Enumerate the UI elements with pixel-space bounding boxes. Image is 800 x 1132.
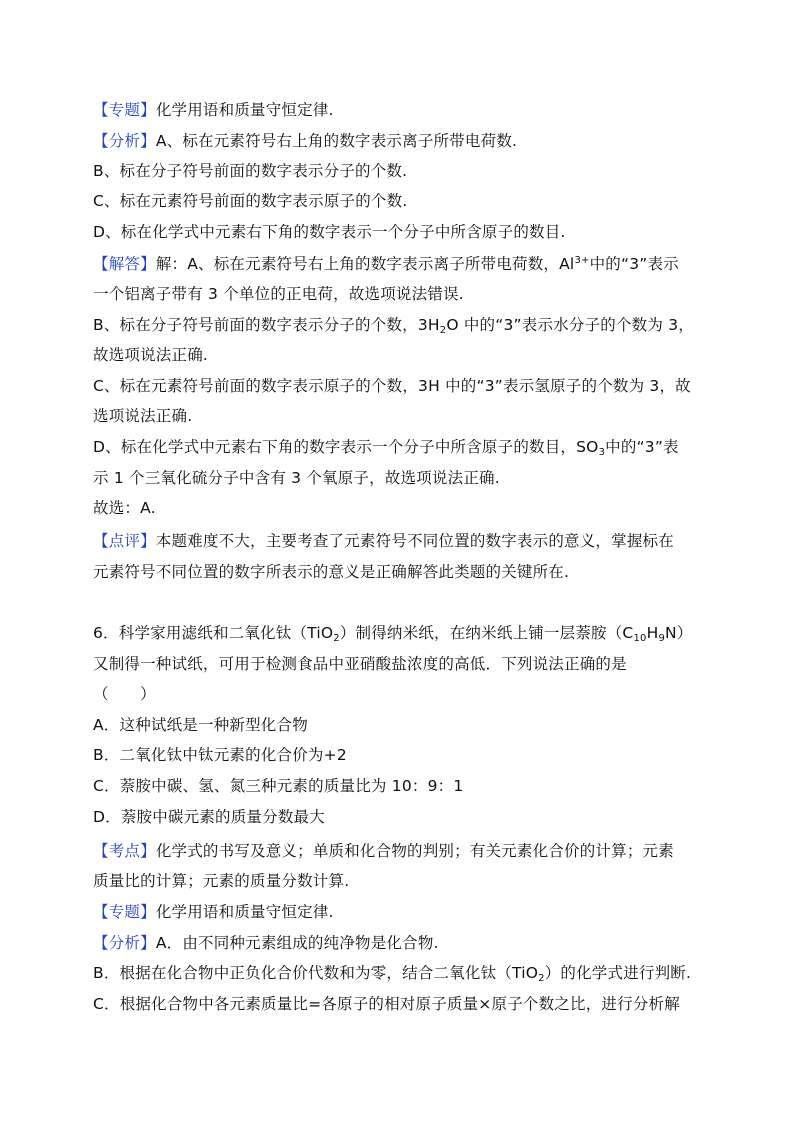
topic-tag: 【专题】 [93, 101, 156, 119]
keypoint-text: 化学式的书写及意义；单质和化合物的判别；有关元素化合价的计算；元素 [155, 842, 674, 860]
answer-line [93, 253, 679, 275]
topic-text: 化学用语和质量守恒定律. [155, 101, 334, 119]
question6-line2: 又制得一种试纸，可用于检测食品中亚硝酸盐浓度的高低．下列说法正确的是 [93, 655, 627, 673]
answer-d-post: 中的“3”表 [605, 438, 679, 456]
analysis-d: D、标在化学式中元素右下角的数字表示一个分子中所含原子的数目. [93, 223, 566, 241]
analysis-text: A、标在元素符号右上角的数字表示离子所带电荷数. [155, 132, 518, 150]
q6-l1-pre: 6．科学家用滤纸和二氧化钛（TiO [93, 624, 334, 642]
answer-d-line2: 示 1 个三氧化硫分子中含有 3 个氧原子，故选项说法正确. [93, 469, 500, 487]
q6-b-post: ）的化学式进行判断. [544, 964, 692, 982]
analysis-tag: 【分析】 [93, 132, 156, 150]
comment-line [93, 530, 674, 552]
keypoint-line [93, 840, 674, 862]
comment-text: 本题难度不大，主要考查了元素符号不同位置的数字表示的意义，掌握标在 [155, 532, 674, 550]
option-c: C．萘胺中碳、氢、氮三种元素的质量比为 10：9：1 [93, 777, 464, 795]
option-a: A．这种试纸是一种新型化合物 [93, 716, 308, 734]
keypoint-line2: 质量比的计算；元素的质量分数计算. [93, 872, 350, 890]
answer-tag: 【解答】 [93, 255, 156, 273]
answer-d-sub: 3 [598, 447, 606, 458]
answer-pre: 解：A、标在元素符号右上角的数字表示离子所带电荷数，Al [155, 255, 575, 273]
q6-l1-end: N） [665, 624, 693, 642]
topic-line [93, 99, 334, 121]
comment-line2: 元素符号不同位置的数字所表示的意义是正确解答此类题的关键所在. [93, 563, 570, 581]
q6-analysis-tag: 【分析】 [93, 934, 156, 952]
answer-c-line2: 选项说法正确. [93, 407, 193, 425]
q6-topic-tag: 【专题】 [93, 903, 156, 921]
keypoint-tag: 【考点】 [93, 842, 156, 860]
answer-b-post: O 中的“3”表示水分子的个数为 3， [446, 316, 694, 334]
answer-d [93, 436, 679, 458]
answer-choose: 故选：A. [93, 499, 156, 517]
option-b: B．二氧化钛中钛元素的化合价为+2 [93, 746, 347, 764]
answer-b-pre: B、标在分子符号前面的数字表示分子的个数，3H [93, 316, 440, 334]
analysis-b: B、标在分子符号前面的数字表示分子的个数. [93, 162, 408, 180]
question6-line3: （ ） [93, 685, 156, 703]
q6-topic-text: 化学用语和质量守恒定律. [155, 903, 334, 921]
analysis-c: C、标在元素符号前面的数字表示原子的个数. [93, 192, 408, 210]
answer-b-line2: 故选项说法正确. [93, 346, 209, 364]
q6-l1-h: H [646, 624, 659, 642]
analysis-line [93, 130, 517, 152]
answer-b-sub: 2 [439, 325, 447, 336]
q6-analysis-b [93, 962, 691, 984]
answer-d-pre: D、标在化学式中元素右下角的数字表示一个分子中所含原子的数目，SO [93, 438, 599, 456]
option-d: D．萘胺中碳元素的质量分数最大 [93, 808, 325, 826]
q6-l1-sub: 2 [333, 633, 340, 644]
q6-analysis-text: A．由不同种元素组成的纯净物是化合物. [155, 934, 439, 952]
comment-tag: 【点评】 [93, 532, 156, 550]
q6-topic-line [93, 901, 334, 923]
q6-l1-mid: ）制得纳米纸，在纳米纸上铺一层萘胺（C [339, 624, 634, 642]
q6-b-pre: B．根据在化合物中正负化合价代数和为零，结合二氧化钛（TiO [93, 964, 539, 982]
answer-b [93, 314, 694, 336]
question6-line1 [93, 622, 693, 644]
q6-analysis-c: C．根据化合物中各元素质量比=各原子的相对原子质量×原子个数之比，进行分析解 [93, 995, 680, 1013]
q6-l1-sub3: 9 [658, 633, 665, 644]
answer-c: C、标在元素符号前面的数字表示原子的个数，3H 中的“3”表示氢原子的个数为 3，故 [93, 377, 691, 395]
answer-post: 中的“3”表示 [589, 255, 679, 273]
q6-b-sub: 2 [538, 973, 545, 984]
q6-analysis-line [93, 932, 439, 954]
q6-l1-sub2: 10 [633, 633, 647, 644]
answer-line2: 一个铝离子带有 3 个单位的正电荷，故选项说法错误. [93, 285, 464, 303]
answer-sup: 3+ [574, 255, 590, 266]
